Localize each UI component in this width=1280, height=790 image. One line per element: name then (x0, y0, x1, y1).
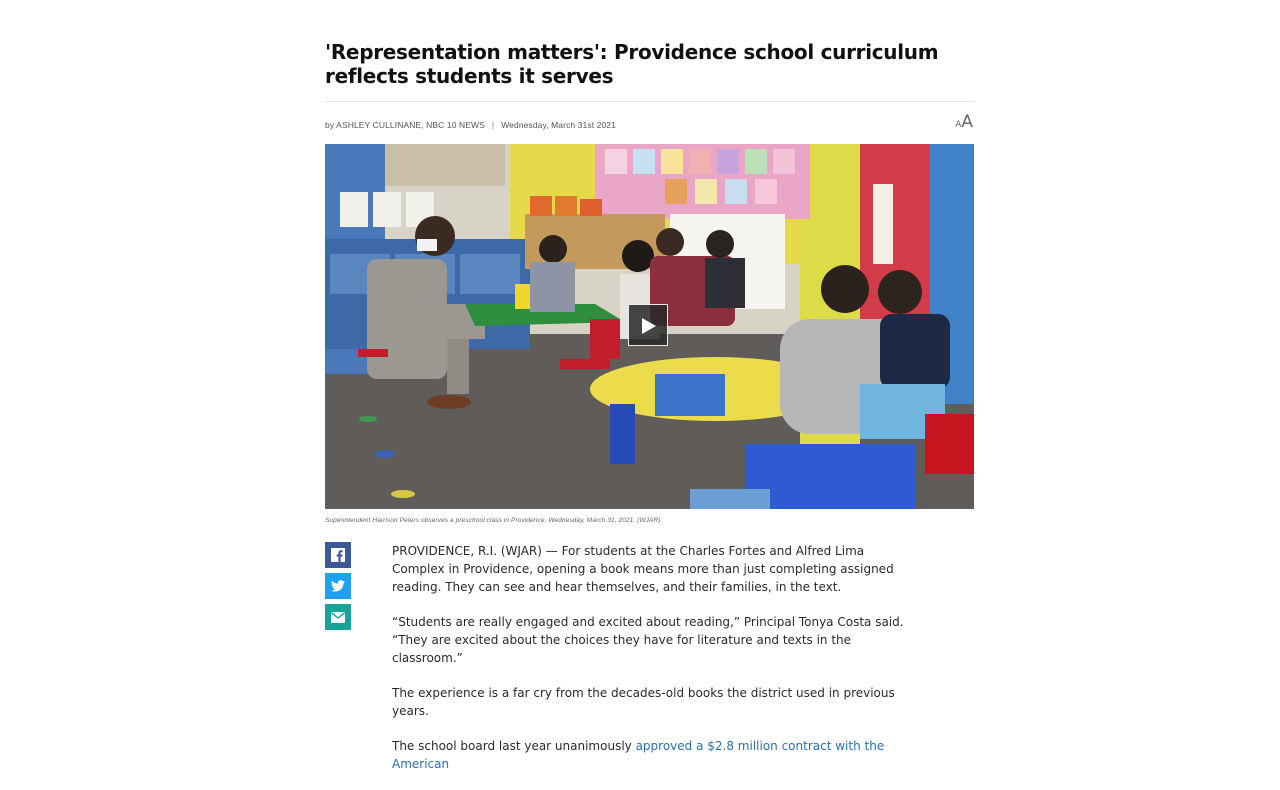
byline-separator: | (491, 120, 495, 130)
font-size-toggle[interactable] (955, 114, 973, 131)
twitter-icon (331, 580, 345, 592)
share-bar (325, 542, 351, 635)
font-size-small-icon: A (955, 120, 962, 130)
contract-link[interactable]: approved a $2.8 million contract with the American (392, 739, 885, 771)
paragraph (392, 737, 912, 773)
image-caption: Superintendent Harrison Peters observes a preschool class in Providence, Wednesday, March 31, 2021. (WJAR) (325, 517, 661, 524)
author: by ASHLEY CULLINANE, NBC 10 NEWS (325, 120, 485, 130)
share-facebook-button[interactable] (325, 542, 351, 568)
play-button[interactable] (628, 304, 668, 346)
paragraph: The experience is a far cry from the decades-old books the district used in previous years. (392, 686, 895, 718)
byline-row (325, 102, 974, 144)
paragraph-text: The school board last year unanimously (392, 739, 636, 753)
article (325, 0, 974, 790)
byline (325, 120, 616, 130)
paragraph: PROVIDENCE, R.I. (WJAR) — For students at the Charles Fortes and Alfred Lima Complex in Providence, opening a book means more than just completing assigned reading. They can see and hear themselves, and their families, in the text. (392, 544, 894, 594)
article-body (325, 542, 974, 773)
video-player[interactable] (325, 144, 974, 509)
font-size-large-icon: A (961, 112, 973, 132)
email-icon (331, 612, 345, 623)
share-twitter-button[interactable] (325, 573, 351, 599)
article-text (392, 542, 912, 773)
paragraph: “Students are really engaged and excited about reading,” Principal Tonya Costa said. “They are excited about the choices they have for literature and texts in the classroom.” (392, 615, 904, 665)
facebook-icon (331, 548, 345, 562)
share-email-button[interactable] (325, 604, 351, 630)
headline: 'Representation matters': Providence school curriculum reflects students it serves (325, 40, 939, 88)
publish-date: Wednesday, March 31st 2021 (501, 120, 616, 130)
play-icon (641, 317, 657, 335)
